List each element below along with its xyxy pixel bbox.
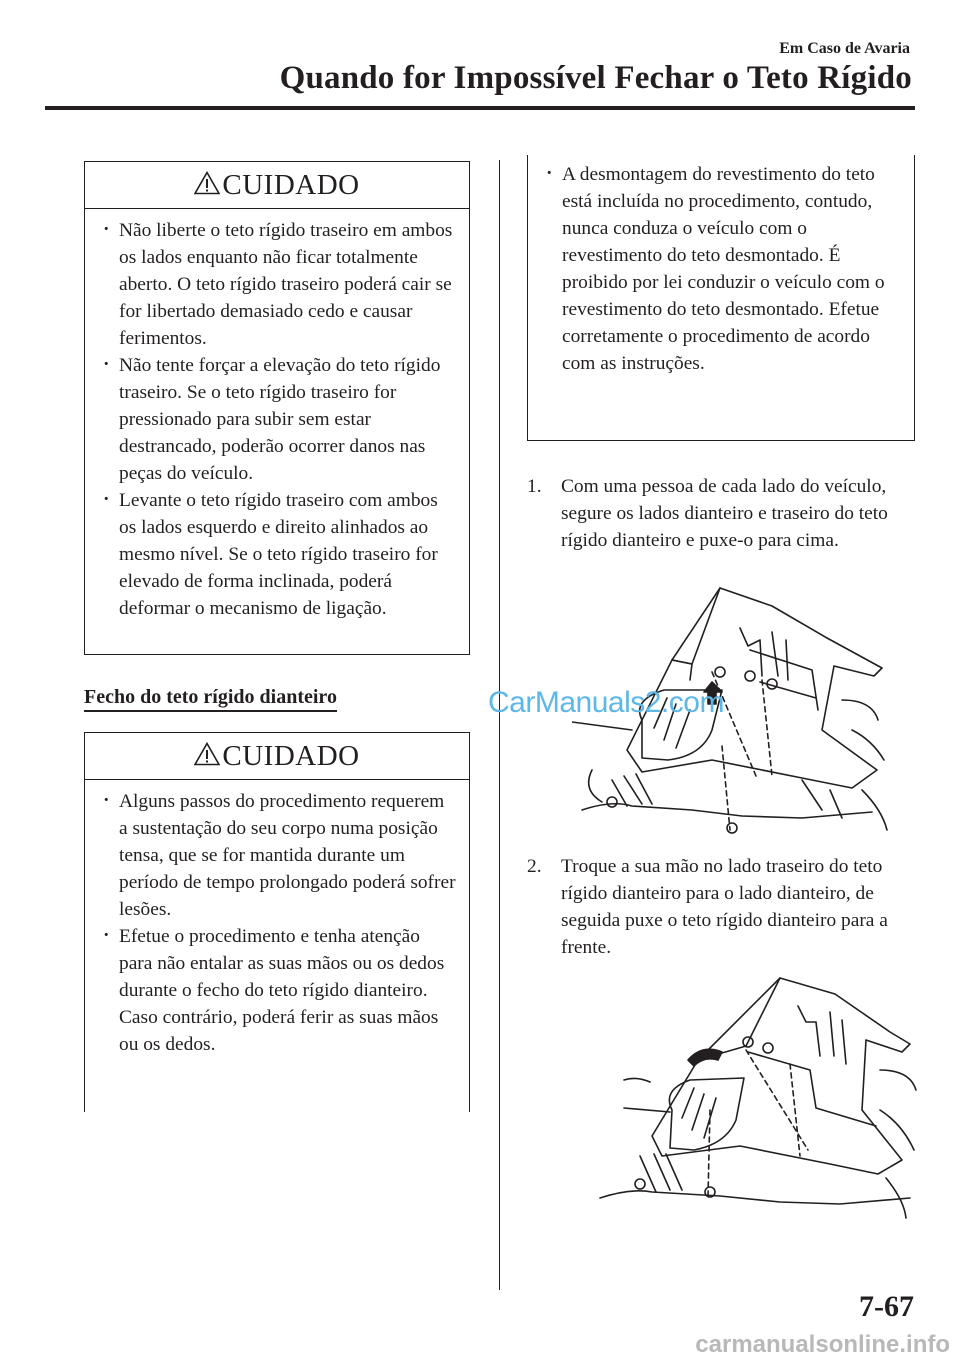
caution-box	[84, 732, 470, 1112]
caution-item: · Efetue o procedimento e tenha atenção para não entalar as suas mãos ou os dedos durante o fecho do teto rígido dianteiro. Caso contrário, poderá ferir as suas mãos ou os dedos.	[103, 923, 457, 1058]
caution-title: CUIDADO	[222, 168, 360, 201]
hardtop-forward-illustration	[580, 960, 920, 1225]
caution-item: · Levante o teto rígido traseiro com ambos os lados esquerdo e direito alinhados ao mesmo nível. Se o teto rígido traseiro for elevado de forma inclinada, poderá deformar o mecanismo de ligação.	[103, 487, 457, 622]
column-divider	[499, 160, 500, 1290]
caution-item: · Alguns passos do procedimento requerem a sustentação do seu corpo numa posição tensa, que se for mantida durante um período de tempo prolongado poderá sofrer lesões.	[103, 788, 457, 923]
section-label: Em Caso de Avaria	[779, 40, 910, 57]
page-number: 7-67	[859, 1290, 914, 1323]
page-title: Quando for Impossível Fechar o Teto Rígido	[279, 60, 912, 96]
step-number: 1.	[527, 476, 542, 497]
step-text: Com uma pessoa de cada lado do veículo, segure os lados dianteiro e traseiro do teto rígido dianteiro e puxe-o para cima.	[561, 476, 888, 551]
section-heading: Fecho do teto rígido dianteiro	[84, 686, 337, 712]
footer-watermark: carmanualsonline.info	[695, 1331, 950, 1358]
caution-title: CUIDADO	[222, 739, 360, 772]
caution-item: · A desmontagem do revestimento do teto está incluída no procedimento, contudo, nunca conduza o veículo com o revestimento do teto desmontado. É proibido por lei conduzir o veículo com o revestimento do teto desmontado. Efetue corretamente o procedimento de acordo com as instruções.	[546, 161, 902, 377]
caution-item-text: Alguns passos do procedimento requerem a sustentação do seu corpo numa posição tensa, que se for mantida durante um período de tempo prolongado poderá sofrer lesões.	[119, 791, 456, 920]
caution-item-text: Não tente forçar a elevação do teto rígido traseiro. Se o teto rígido traseiro for pressionado para subir sem estar destrancado, poderão ocorrer danos nas peças do veículo.	[119, 355, 441, 484]
step-number: 2.	[527, 856, 542, 877]
caution-header	[85, 733, 469, 780]
caution-item: · Não tente forçar a elevação do teto rígido traseiro. Se o teto rígido traseiro for pressionado para subir sem estar destrancado, poderão ocorrer danos nas peças do veículo.	[103, 352, 457, 487]
warning-triangle-icon	[194, 742, 220, 766]
caution-item-text: Efetue o procedimento e tenha atenção para não entalar as suas mãos ou os dedos durante o fecho do teto rígido dianteiro. Caso contrário, poderá ferir as suas mãos ou os dedos.	[119, 926, 445, 1055]
caution-item-text: Levante o teto rígido traseiro com ambos os lados esquerdo e direito alinhados ao mesmo nível. Se o teto rígido traseiro for elevado de forma inclinada, poderá deformar o mecanismo de ligação.	[119, 490, 438, 619]
caution-box-continued	[527, 155, 915, 441]
step-text: Troque a sua mão no lado traseiro do teto rígido dianteiro para o lado dianteiro, de seguida puxe o teto rígido dianteiro para a frente.	[561, 856, 888, 958]
warning-triangle-icon	[194, 171, 220, 195]
step-item	[527, 473, 917, 554]
caution-item: · Não liberte o teto rígido traseiro em ambos os lados enquanto não ficar totalmente aberto. O teto rígido traseiro poderá cair se for libertado demasiado cedo e causar ferimentos.	[103, 217, 457, 352]
caution-header	[85, 162, 469, 209]
caution-box	[84, 161, 470, 655]
caution-item-text: A desmontagem do revestimento do teto está incluída no procedimento, contudo, nunca conduza o veículo com o revestimento do teto desmontado. É proibido por lei conduzir o veículo com o revestimento do teto desmontado. Efetue corretamente o procedimento de acordo com as instruções.	[562, 164, 885, 374]
step-item	[527, 853, 917, 961]
caution-item-text: Não liberte o teto rígido traseiro em ambos os lados enquanto não ficar totalmente aberto. O teto rígido traseiro poderá cair se for libertado demasiado cedo e causar ferimentos.	[119, 220, 453, 349]
header-rule	[45, 106, 915, 110]
watermark: CarManuals2.com	[488, 686, 724, 719]
